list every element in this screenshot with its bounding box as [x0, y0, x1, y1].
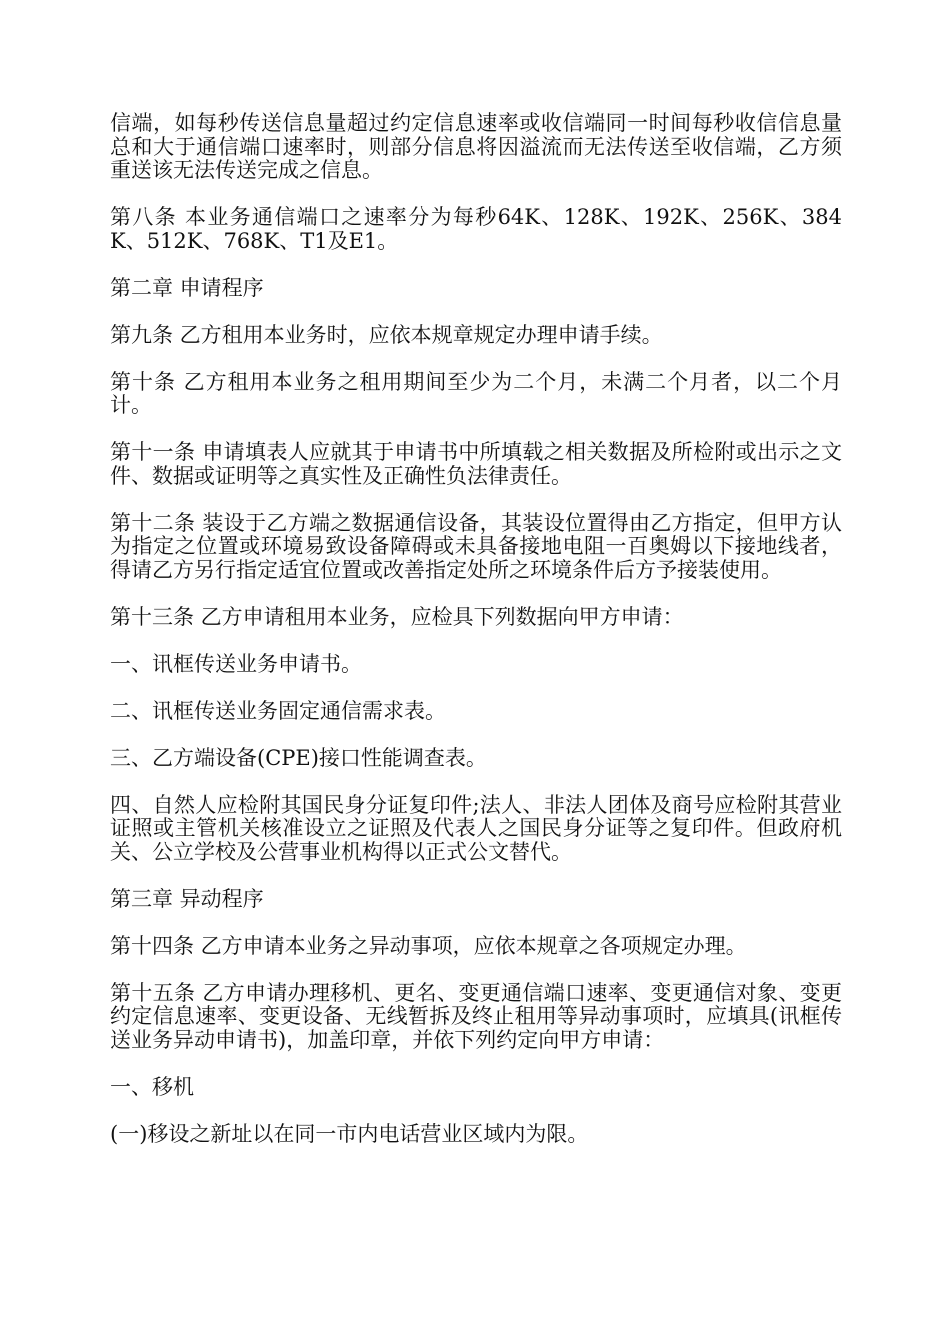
- article-9: 第九条 乙方租用本业务时，应依本规章规定办理申请手续。: [110, 322, 663, 347]
- chapter-3-heading: 第三章 异动程序: [110, 886, 264, 911]
- document-page: [110, 112, 842, 1170]
- article-14: 第十四条 乙方申请本业务之异动事项，应依本规章之各项规定办理。: [110, 933, 747, 958]
- section-relocation-heading: 一、移机: [110, 1074, 194, 1099]
- relocation-item-1: (一)移设之新址以在同一市内电话营业区域内为限。: [110, 1121, 589, 1146]
- list-item-2: 二、讯框传送业务固定通信需求表。: [110, 698, 446, 723]
- article-13: 第十三条 乙方申请租用本业务，应检具下列数据向甲方申请：: [110, 604, 684, 629]
- chapter-2-heading: 第二章 申请程序: [110, 275, 264, 300]
- article-10: 第十条 乙方租用本业务之租用期间至少为二个月，未满二个月者，以二个月计。: [110, 369, 842, 417]
- article-11: 第十一条 申请填表人应就其于申请书中所填载之相关数据及所检附或出示之文件、数据或证明等之真实性及正确性负法律责任。: [110, 440, 842, 488]
- list-item-3: 三、乙方端设备(CPE)接口性能调查表。: [110, 745, 487, 770]
- paragraph-continuation: 信端，如每秒传送信息量超过约定信息速率或收信端同一时间每秒收信信息量总和大于通信端口速率时，则部分信息将因溢流而无法传送至收信端，乙方须重送该无法传送完成之信息。: [110, 111, 842, 182]
- article-15: 第十五条 乙方申请办理移机、更名、变更通信端口速率、变更通信对象、变更约定信息速率、变更设备、无线暂拆及终止租用等异动事项时，应填具(讯框传送业务异动申请书)，加盖印章，并依下列约定向甲方申请：: [110, 980, 842, 1052]
- list-item-1: 一、讯框传送业务申请书。: [110, 651, 362, 676]
- article-12: 第十二条 装设于乙方端之数据通信设备，其装设位置得由乙方指定，但甲方认为指定之位置或环境易致设备障碍或未具备接地电阻一百奥姆以下接地线者，得请乙方另行指定适宜位置或改善指定处所之环境条件后方予接装使用。: [110, 510, 842, 582]
- article-8: 第八条 本业务通信端口之速率分为每秒64K、128K、192K、256K、384K、512K、768K、T1及E1。: [110, 205, 842, 253]
- list-item-4: 四、自然人应检附其国民身分证复印件;法人、非法人团体及商号应检附其营业证照或主管机关核准设立之证照及代表人之国民身分证等之复印件。但政府机关、公立学校及公营事业机构得以正式公文替代。: [110, 792, 842, 864]
